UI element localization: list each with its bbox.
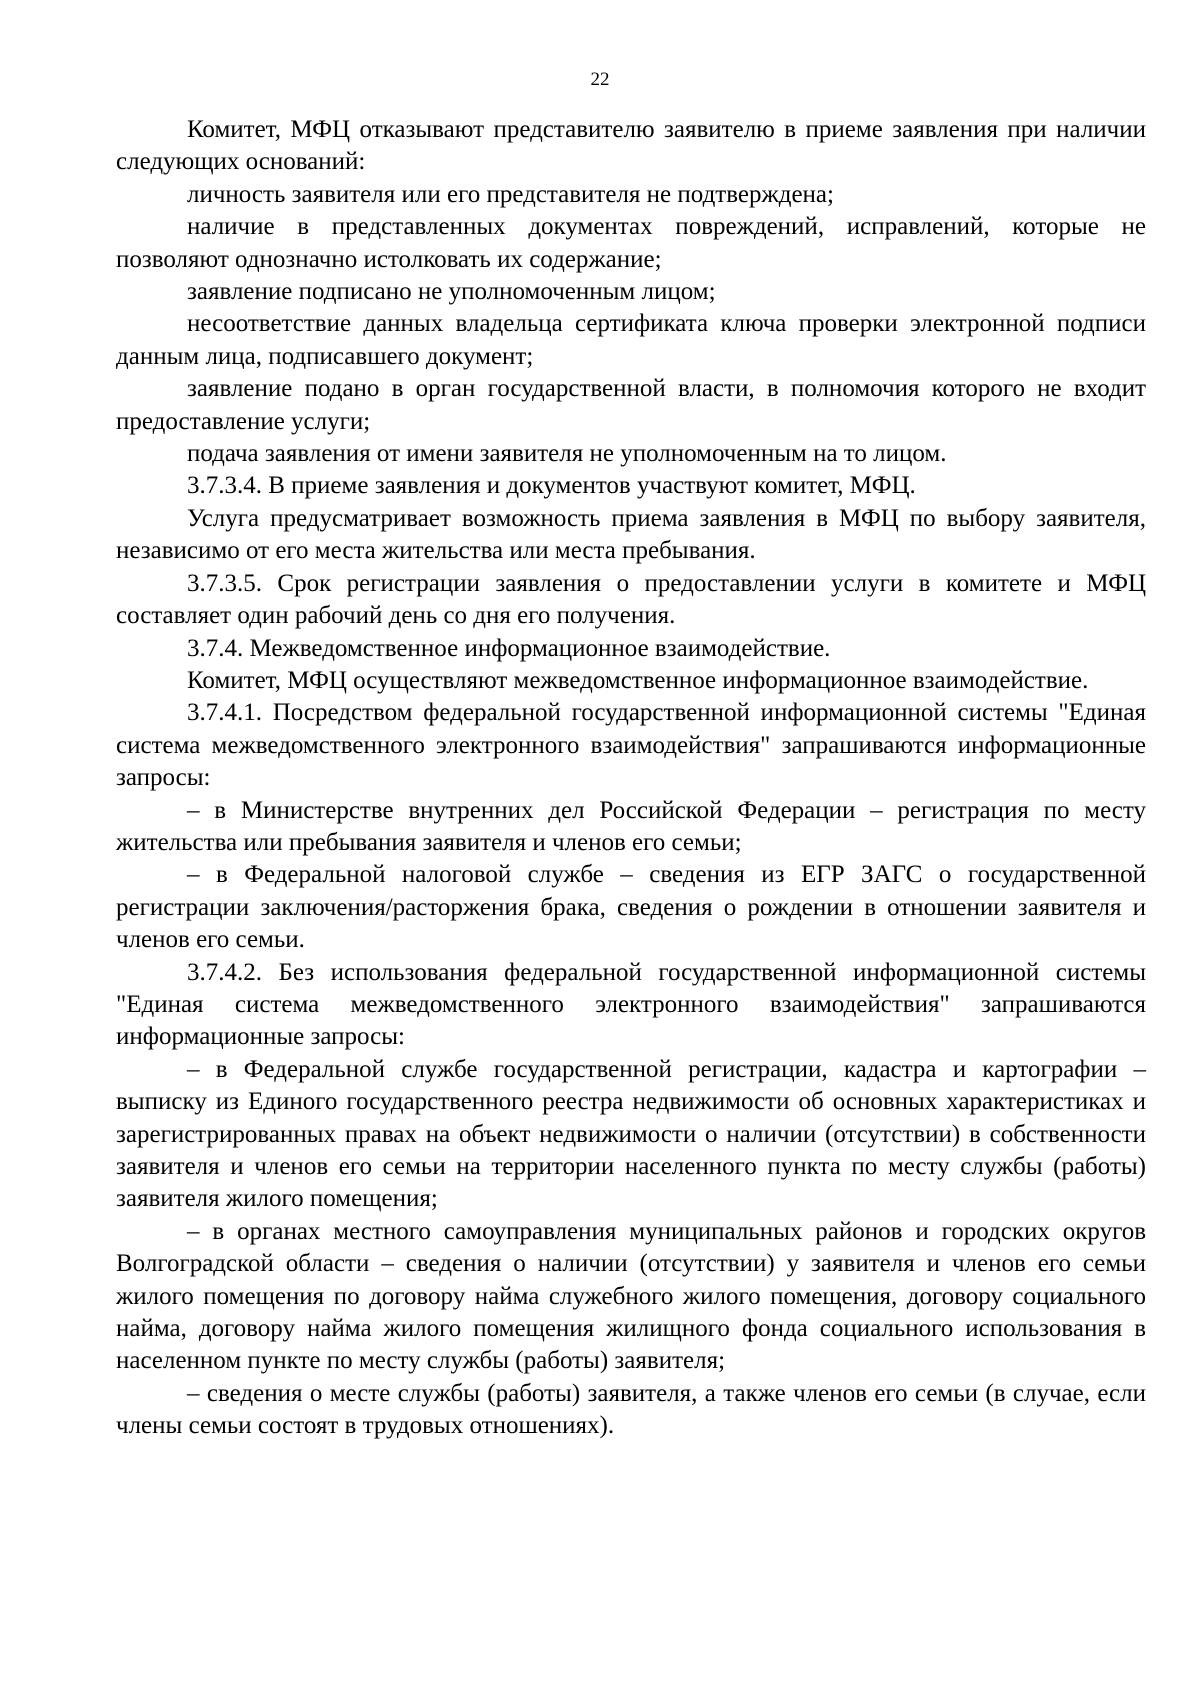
paragraph-section-3-7-3-4: 3.7.3.4. В приеме заявления и документов участвуют комитет, МФЦ. <box>187 472 916 500</box>
paragraph-identity-not-confirmed: личность заявителя или его представителя не подтверждена; <box>187 180 834 208</box>
paragraph-wrong-authority: заявление подано в орган государственной власти, в полномочия которого не входит предоставление услуги; <box>116 375 1146 435</box>
paragraph-tax-service-request: – в Федеральной налоговой службе – сведения из ЕГР ЗАГС о государственной регистрации заключения/расторжения брака, сведения о рождении в отношении заявителя и членов его семьи. <box>116 861 1146 954</box>
paragraph-section-3-7-4: 3.7.4. Межведомственное информационное взаимодействие. <box>187 634 831 662</box>
paragraph-damaged-documents: наличие в представленных документах повреждений, исправлений, которые не позволяют однозначно истолковать их содержание; <box>116 213 1146 273</box>
paragraph-interagency-interaction: Комитет, МФЦ осуществляют межведомственное информационное взаимодействие. <box>187 666 1089 694</box>
document-body <box>116 114 1146 1443</box>
paragraph-unauthorized-submission: подача заявления от имени заявителя не уполномоченным на то лицом. <box>187 440 947 468</box>
paragraph-section-3-7-4-1: 3.7.4.1. Посредством федеральной государственной информационной системы "Единая система межведомственного электронного взаимодействия" запрашиваются информационные запросы: <box>116 699 1146 792</box>
paragraph-local-government-request: – в органах местного самоуправления муниципальных районов и городских округов Волгоградской области – сведения о наличии (отсутствии) у заявителя и членов его семьи жилого помещения по договору найма служебного жилого помещения, договору социального найма, договору найма жилого помещения жилищного фонда социального использования в населенном пункте по месту службы (работы) заявителя; <box>116 1217 1146 1375</box>
paragraph-section-3-7-4-2: 3.7.4.2. Без использования федеральной государственной информационной системы "Единая система межведомственного электронного взаимодействия" запрашиваются информационные запросы: <box>116 958 1146 1051</box>
paragraph-section-3-7-3-5: 3.7.3.5. Срок регистрации заявления о предоставлении услуги в комитете и МФЦ составляет один рабочий день со дня его получения. <box>116 569 1146 630</box>
paragraph-refusal-grounds-intro: Комитет, МФЦ отказывают представителю заявителю в приеме заявления при наличии следующих оснований: <box>116 116 1146 176</box>
page-number: 22 <box>590 69 610 90</box>
paragraph-unauthorized-signature: заявление подписано не уполномоченным лицом; <box>187 278 716 306</box>
paragraph-workplace-request: – сведения о месте службы (работы) заявителя, а также членов его семьи (в случае, если члены семьи состоят в трудовых отношениях). <box>116 1379 1146 1440</box>
paragraph-mvd-request: – в Министерстве внутренних дел Российской Федерации – регистрация по месту жительства или пребывания заявителя и членов его семьи; <box>116 796 1146 856</box>
paragraph-certificate-mismatch: несоответствие данных владельца сертификата ключа проверки электронной подписи данным лица, подписавшего документ; <box>116 310 1146 370</box>
paragraph-mfc-choice: Услуга предусматривает возможность приема заявления в МФЦ по выбору заявителя, независимо от его места жительства или места пребывания. <box>116 504 1146 565</box>
paragraph-rosreestr-request: – в Федеральной службе государственной регистрации, кадастра и картографии – выписку из Единого государственного реестра недвижимости об основных характеристиках и зарегистрированных правах на объект недвижимости о наличии (отсутствии) в собственности заявителя и членов его семьи на территории населенного пункта по месту службы (работы) заявителя жилого помещения; <box>116 1055 1146 1213</box>
